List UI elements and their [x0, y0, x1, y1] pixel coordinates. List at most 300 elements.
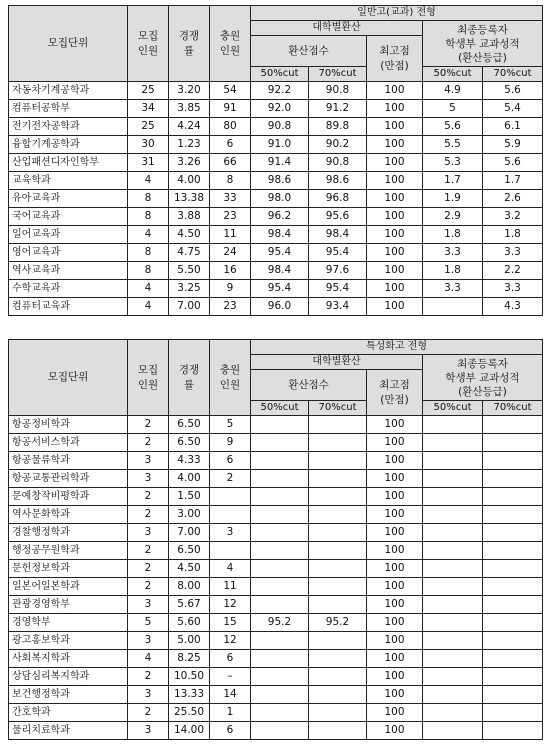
grade-cut50-cell: 4.9 [423, 82, 483, 100]
quota-header: 모집 인원 [128, 6, 169, 82]
grade-cut50-cell: 3.3 [423, 244, 483, 262]
conv-cut70-cell [309, 704, 367, 722]
table-row [9, 506, 543, 524]
conv-cut50-cell [251, 434, 309, 452]
fill-cell: 33 [210, 190, 251, 208]
conv-cut50-cell: 96.2 [251, 208, 309, 226]
max-score-cell: 100 [367, 82, 423, 100]
dept-cell: 항공서비스학과 [9, 434, 128, 452]
grade-cut70-cell [483, 686, 543, 704]
dept-cell: 보건행정학과 [9, 686, 128, 704]
max-score-cell: 100 [367, 686, 423, 704]
dept-cell: 사회복지학과 [9, 650, 128, 668]
dept-cell: 광고홍보학과 [9, 632, 128, 650]
dept-header: 모집단위 [9, 340, 128, 416]
conv-cut50-cell [251, 722, 309, 740]
grade-cut70-cell [483, 614, 543, 632]
competition-cell: 4.00 [169, 470, 210, 488]
dept-cell: 융합기계공학과 [9, 136, 128, 154]
quota-cell: 8 [128, 208, 169, 226]
conv-cut50-cell [251, 578, 309, 596]
grade-cut70-header: 70%cut [483, 67, 543, 82]
conv-cut70-cell [309, 596, 367, 614]
quota-cell: 34 [128, 100, 169, 118]
fill-cell: 5 [210, 416, 251, 434]
conv-cut70-cell [309, 578, 367, 596]
dept-cell: 역사문화학과 [9, 506, 128, 524]
competition-cell: 3.00 [169, 506, 210, 524]
quota-cell: 2 [128, 506, 169, 524]
grade-cut70-cell [483, 704, 543, 722]
table-row [9, 298, 543, 316]
max-score-cell: 100 [367, 100, 423, 118]
conv-cut70-header: 70%cut [309, 401, 367, 416]
fill-cell [210, 542, 251, 560]
conv-cut50-cell: 91.0 [251, 136, 309, 154]
competition-cell: 7.00 [169, 524, 210, 542]
table-row [9, 668, 543, 686]
conv-cut50-cell: 98.6 [251, 172, 309, 190]
dept-header: 모집단위 [9, 6, 128, 82]
conv-cut50-cell: 95.4 [251, 280, 309, 298]
dept-cell: 수학교육과 [9, 280, 128, 298]
conv-cut70-cell: 98.4 [309, 226, 367, 244]
competition-cell: 3.20 [169, 82, 210, 100]
max-score-cell: 100 [367, 668, 423, 686]
competition-cell: 5.00 [169, 632, 210, 650]
conv-cut70-cell [309, 632, 367, 650]
grade-cut50-cell [423, 542, 483, 560]
max-score-cell: 100 [367, 452, 423, 470]
max-score-cell: 100 [367, 154, 423, 172]
table-row [9, 542, 543, 560]
grade-cut70-cell: 5.9 [483, 136, 543, 154]
fill-cell: 11 [210, 578, 251, 596]
quota-cell: 8 [128, 190, 169, 208]
max-score-cell: 100 [367, 280, 423, 298]
conv-cut50-header: 50%cut [251, 67, 309, 82]
max-score-cell: 100 [367, 226, 423, 244]
conv-cut70-cell [309, 668, 367, 686]
general-admission-table [8, 5, 543, 316]
dept-cell: 전기전자공학과 [9, 118, 128, 136]
fill-cell [210, 506, 251, 524]
grade-cut50-cell [423, 578, 483, 596]
table-row [9, 578, 543, 596]
fill-cell: 11 [210, 226, 251, 244]
conv-cut70-cell: 98.6 [309, 172, 367, 190]
grade-cut70-cell: 5.6 [483, 154, 543, 172]
quota-cell: 2 [128, 704, 169, 722]
competition-cell: 5.67 [169, 596, 210, 614]
dept-cell: 관광경영학부 [9, 596, 128, 614]
track-title: 일반고(교과) 전형 [251, 6, 543, 21]
grade-cut70-cell [483, 722, 543, 740]
dept-cell: 행정공무원학과 [9, 542, 128, 560]
fill-cell: 1 [210, 704, 251, 722]
conv-cut70-cell [309, 722, 367, 740]
grade-cut70-cell [483, 524, 543, 542]
conv-cut70-cell: 97.6 [309, 262, 367, 280]
table-row [9, 208, 543, 226]
max-score-cell: 100 [367, 470, 423, 488]
competition-cell: 13.33 [169, 686, 210, 704]
table-row [9, 172, 543, 190]
grade-cut50-cell: 5.3 [423, 154, 483, 172]
conv-cut70-cell [309, 488, 367, 506]
quota-cell: 4 [128, 280, 169, 298]
grade-cut50-cell: 3.3 [423, 280, 483, 298]
conv-cut50-cell: 95.4 [251, 244, 309, 262]
conv-cut50-cell [251, 488, 309, 506]
univ-conversion-header: 대학별환산 [251, 21, 423, 36]
grade-cut70-cell [483, 488, 543, 506]
grade-cut70-cell [483, 668, 543, 686]
table-row [9, 704, 543, 722]
grade-cut70-cell: 3.3 [483, 280, 543, 298]
grade-cut50-cell: 1.8 [423, 226, 483, 244]
quota-cell: 4 [128, 172, 169, 190]
table-row [9, 614, 543, 632]
table-row [9, 560, 543, 578]
dept-cell: 경영학부 [9, 614, 128, 632]
competition-cell: 10.50 [169, 668, 210, 686]
dept-cell: 상담심리복지학과 [9, 668, 128, 686]
dept-cell: 컴퓨터공학부 [9, 100, 128, 118]
grade-cut50-cell [423, 470, 483, 488]
competition-header: 경쟁 률 [169, 340, 210, 416]
quota-header: 모집 인원 [128, 340, 169, 416]
fill-cell: 23 [210, 208, 251, 226]
final-grade-header: 최종등록자 학생부 교과성적 (환산등급) [423, 21, 543, 67]
quota-cell: 2 [128, 488, 169, 506]
fill-cell: 8 [210, 172, 251, 190]
conv-cut50-cell: 98.0 [251, 190, 309, 208]
conv-cut70-cell: 91.2 [309, 100, 367, 118]
competition-cell: 3.25 [169, 280, 210, 298]
conv-score-header: 환산점수 [251, 36, 367, 67]
competition-cell: 3.85 [169, 100, 210, 118]
dept-cell: 항공정비학과 [9, 416, 128, 434]
grade-cut70-cell: 5.4 [483, 100, 543, 118]
competition-cell: 13.38 [169, 190, 210, 208]
table-row [9, 262, 543, 280]
fill-cell: – [210, 668, 251, 686]
conv-cut50-header: 50%cut [251, 401, 309, 416]
grade-cut70-header: 70%cut [483, 401, 543, 416]
conv-cut70-cell: 95.4 [309, 244, 367, 262]
grade-cut50-cell: 2.9 [423, 208, 483, 226]
grade-cut50-cell [423, 650, 483, 668]
conv-cut70-cell [309, 650, 367, 668]
grade-cut50-cell [423, 560, 483, 578]
quota-cell: 4 [128, 298, 169, 316]
grade-cut70-cell: 2.6 [483, 190, 543, 208]
table-row [9, 416, 543, 434]
competition-cell: 5.50 [169, 262, 210, 280]
dept-cell: 물리치료학과 [9, 722, 128, 740]
max-score-cell: 100 [367, 560, 423, 578]
table-row [9, 524, 543, 542]
max-score-cell: 100 [367, 578, 423, 596]
fill-cell: 14 [210, 686, 251, 704]
competition-cell: 8.00 [169, 578, 210, 596]
competition-cell: 4.50 [169, 560, 210, 578]
max-score-cell: 100 [367, 722, 423, 740]
conv-cut50-cell: 95.2 [251, 614, 309, 632]
conv-score-header: 환산점수 [251, 370, 367, 401]
competition-cell: 1.50 [169, 488, 210, 506]
fill-cell: 4 [210, 560, 251, 578]
conv-cut70-cell: 89.8 [309, 118, 367, 136]
quota-cell: 30 [128, 136, 169, 154]
grade-cut50-cell: 1.8 [423, 262, 483, 280]
grade-cut70-cell: 5.6 [483, 82, 543, 100]
quota-cell: 3 [128, 470, 169, 488]
final-grade-header: 최종등록자 학생부 교과성적 (환산등급) [423, 355, 543, 401]
competition-cell: 8.25 [169, 650, 210, 668]
competition-cell: 4.50 [169, 226, 210, 244]
max-score-cell: 100 [367, 704, 423, 722]
competition-cell: 7.00 [169, 298, 210, 316]
max-score-cell: 100 [367, 650, 423, 668]
competition-cell: 6.50 [169, 416, 210, 434]
grade-cut50-cell [423, 722, 483, 740]
conv-cut70-cell [309, 542, 367, 560]
quota-cell: 5 [128, 614, 169, 632]
grade-cut50-cell [423, 686, 483, 704]
quota-cell: 3 [128, 632, 169, 650]
competition-cell: 1.23 [169, 136, 210, 154]
grade-cut50-cell: 5.5 [423, 136, 483, 154]
grade-cut50-cell [423, 452, 483, 470]
fill-cell: 15 [210, 614, 251, 632]
track-title: 특성화고 전형 [251, 340, 543, 355]
conv-cut70-cell [309, 560, 367, 578]
table-row [9, 596, 543, 614]
grade-cut70-cell [483, 632, 543, 650]
fill-cell: 91 [210, 100, 251, 118]
max-score-header: 최고점 (만점) [367, 370, 423, 416]
fill-cell: 54 [210, 82, 251, 100]
conv-cut50-cell [251, 632, 309, 650]
grade-cut70-cell [483, 578, 543, 596]
fill-cell: 2 [210, 470, 251, 488]
grade-cut50-cell: 5.6 [423, 118, 483, 136]
quota-cell: 31 [128, 154, 169, 172]
fill-cell: 6 [210, 722, 251, 740]
fill-cell: 23 [210, 298, 251, 316]
max-score-cell: 100 [367, 118, 423, 136]
conv-cut50-cell: 92.2 [251, 82, 309, 100]
table-row [9, 154, 543, 172]
competition-cell: 4.24 [169, 118, 210, 136]
conv-cut70-cell: 95.4 [309, 280, 367, 298]
quota-cell: 3 [128, 686, 169, 704]
conv-cut70-cell [309, 416, 367, 434]
max-score-cell: 100 [367, 596, 423, 614]
dept-cell: 유아교육과 [9, 190, 128, 208]
competition-header: 경쟁 률 [169, 6, 210, 82]
max-score-cell: 100 [367, 298, 423, 316]
conv-cut50-cell: 92.0 [251, 100, 309, 118]
grade-cut70-cell: 4.3 [483, 298, 543, 316]
grade-cut50-cell [423, 524, 483, 542]
grade-cut50-cell [423, 506, 483, 524]
fill-header: 충원 인원 [210, 340, 251, 416]
grade-cut70-cell [483, 470, 543, 488]
conv-cut70-cell [309, 470, 367, 488]
dept-cell: 역사교육과 [9, 262, 128, 280]
dept-cell: 국어교육과 [9, 208, 128, 226]
max-score-cell: 100 [367, 434, 423, 452]
quota-cell: 2 [128, 578, 169, 596]
quota-cell: 3 [128, 596, 169, 614]
competition-cell: 5.60 [169, 614, 210, 632]
table-row [9, 686, 543, 704]
table-row [9, 434, 543, 452]
dept-cell: 자동차기계공학과 [9, 82, 128, 100]
grade-cut70-cell [483, 542, 543, 560]
table-row [9, 244, 543, 262]
grade-cut70-cell [483, 434, 543, 452]
dept-cell: 교육학과 [9, 172, 128, 190]
fill-cell: 16 [210, 262, 251, 280]
grade-cut50-header: 50%cut [423, 67, 483, 82]
max-score-cell: 100 [367, 136, 423, 154]
conv-cut70-cell: 96.8 [309, 190, 367, 208]
max-score-cell: 100 [367, 416, 423, 434]
table-row [9, 650, 543, 668]
max-score-cell: 100 [367, 542, 423, 560]
grade-cut50-cell: 1.9 [423, 190, 483, 208]
grade-cut70-cell: 1.8 [483, 226, 543, 244]
competition-cell: 14.00 [169, 722, 210, 740]
grade-cut50-cell [423, 668, 483, 686]
fill-cell [210, 488, 251, 506]
conv-cut50-cell: 91.4 [251, 154, 309, 172]
fill-cell: 12 [210, 596, 251, 614]
conv-cut50-cell [251, 524, 309, 542]
fill-header: 충원 인원 [210, 6, 251, 82]
dept-cell: 컴퓨터교육과 [9, 298, 128, 316]
table-row [9, 632, 543, 650]
conv-cut50-cell [251, 668, 309, 686]
grade-cut70-cell [483, 650, 543, 668]
max-score-cell: 100 [367, 524, 423, 542]
grade-cut70-cell: 3.3 [483, 244, 543, 262]
conv-cut50-cell [251, 416, 309, 434]
fill-cell: 3 [210, 524, 251, 542]
competition-cell: 3.26 [169, 154, 210, 172]
competition-cell: 4.75 [169, 244, 210, 262]
vocational-admission-table [8, 339, 543, 740]
conv-cut70-cell: 93.4 [309, 298, 367, 316]
table-row [9, 190, 543, 208]
max-score-cell: 100 [367, 632, 423, 650]
grade-cut70-cell [483, 506, 543, 524]
quota-cell: 4 [128, 650, 169, 668]
competition-cell: 6.50 [169, 434, 210, 452]
fill-cell: 6 [210, 452, 251, 470]
conv-cut70-cell: 90.2 [309, 136, 367, 154]
quota-cell: 2 [128, 542, 169, 560]
fill-cell: 66 [210, 154, 251, 172]
competition-cell: 25.50 [169, 704, 210, 722]
dept-cell: 항공교통관리학과 [9, 470, 128, 488]
competition-cell: 4.00 [169, 172, 210, 190]
max-score-cell: 100 [367, 614, 423, 632]
max-score-cell: 100 [367, 488, 423, 506]
grade-cut50-cell [423, 632, 483, 650]
quota-cell: 3 [128, 722, 169, 740]
conv-cut50-cell [251, 452, 309, 470]
grade-cut70-cell [483, 596, 543, 614]
conv-cut70-cell: 90.8 [309, 82, 367, 100]
dept-cell: 영어교육과 [9, 244, 128, 262]
fill-cell: 9 [210, 280, 251, 298]
grade-cut70-cell: 3.2 [483, 208, 543, 226]
table-row [9, 722, 543, 740]
quota-cell: 4 [128, 226, 169, 244]
fill-cell: 24 [210, 244, 251, 262]
dept-cell: 간호학과 [9, 704, 128, 722]
conv-cut70-cell [309, 434, 367, 452]
conv-cut70-cell [309, 524, 367, 542]
grade-cut50-header: 50%cut [423, 401, 483, 416]
grade-cut70-cell: 6.1 [483, 118, 543, 136]
conv-cut50-cell [251, 560, 309, 578]
conv-cut50-cell: 98.4 [251, 226, 309, 244]
grade-cut50-cell [423, 704, 483, 722]
grade-cut50-cell [423, 434, 483, 452]
quota-cell: 25 [128, 118, 169, 136]
grade-cut70-cell: 2.2 [483, 262, 543, 280]
table-row [9, 280, 543, 298]
fill-cell: 12 [210, 632, 251, 650]
quota-cell: 8 [128, 262, 169, 280]
max-score-cell: 100 [367, 244, 423, 262]
conv-cut50-cell [251, 596, 309, 614]
grade-cut50-cell [423, 488, 483, 506]
fill-cell: 6 [210, 136, 251, 154]
dept-cell: 일어교육과 [9, 226, 128, 244]
grade-cut50-cell [423, 416, 483, 434]
table-row [9, 452, 543, 470]
conv-cut70-cell: 90.8 [309, 154, 367, 172]
competition-cell: 4.33 [169, 452, 210, 470]
quota-cell: 3 [128, 524, 169, 542]
conv-cut70-cell [309, 686, 367, 704]
conv-cut50-cell [251, 686, 309, 704]
grade-cut50-cell [423, 596, 483, 614]
competition-cell: 6.50 [169, 542, 210, 560]
max-score-cell: 100 [367, 506, 423, 524]
conv-cut70-cell: 95.2 [309, 614, 367, 632]
univ-conversion-header: 대학별환산 [251, 355, 423, 370]
fill-cell: 9 [210, 434, 251, 452]
conv-cut50-cell: 96.0 [251, 298, 309, 316]
max-score-cell: 100 [367, 262, 423, 280]
quota-cell: 2 [128, 668, 169, 686]
conv-cut70-cell [309, 506, 367, 524]
quota-cell: 2 [128, 416, 169, 434]
grade-cut70-cell [483, 416, 543, 434]
conv-cut50-cell [251, 470, 309, 488]
grade-cut50-cell: 1.7 [423, 172, 483, 190]
max-score-cell: 100 [367, 172, 423, 190]
conv-cut50-cell [251, 506, 309, 524]
